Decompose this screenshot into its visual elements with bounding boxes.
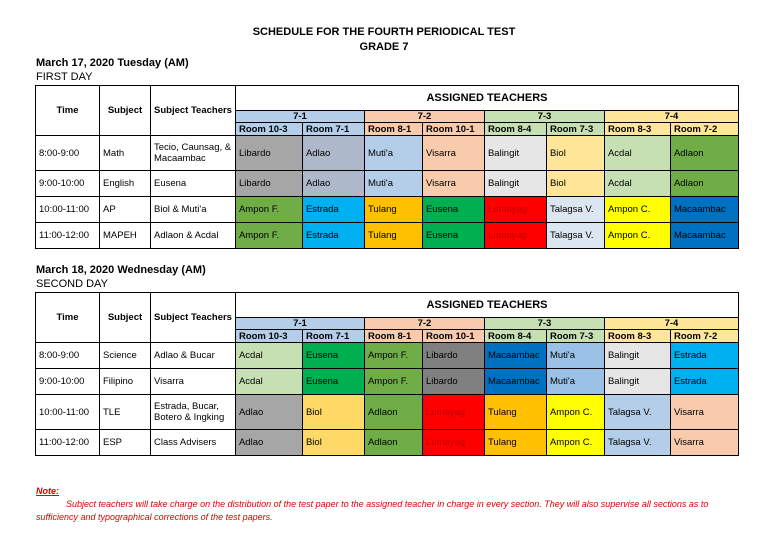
assigned-teacher-cell: Acdal <box>604 171 670 197</box>
assigned-teacher-cell: Muti'a <box>546 343 604 369</box>
table-row <box>36 430 739 456</box>
section-header: 7-2 <box>364 111 484 123</box>
room-header: Room 7-3 <box>546 330 604 343</box>
assigned-teacher-cell: Talagsa V. <box>546 197 604 223</box>
day2-label: SECOND DAY <box>36 278 108 290</box>
assigned-teacher-cell: Talagsa V. <box>546 223 604 249</box>
assigned-teacher-cell: Estrada <box>302 223 364 249</box>
room-header: Room 7-1 <box>302 123 364 136</box>
subject-cell: TLE <box>100 395 151 430</box>
section-header: 7-3 <box>484 318 604 330</box>
assigned-teacher-cell: Libardo <box>422 369 484 395</box>
subject-cell: Math <box>100 136 151 171</box>
room-header: Room 10-3 <box>235 330 302 343</box>
time-cell: 8:00-9:00 <box>36 136 100 171</box>
day2-schedule-table <box>35 292 739 456</box>
subject-cell: AP <box>100 197 151 223</box>
assigned-teacher-cell: Biol <box>302 395 364 430</box>
assigned-teacher-cell: Adlao <box>235 430 302 456</box>
assigned-teacher-cell: Visarra <box>670 395 738 430</box>
assigned-teacher-cell: Ampon C. <box>604 197 670 223</box>
assigned-teacher-cell: Muti'a <box>364 171 422 197</box>
assigned-teacher-cell: Eusena <box>422 223 484 249</box>
assigned-teacher-cell: Lumayag <box>422 430 484 456</box>
room-header: Room 10-1 <box>422 330 484 343</box>
assigned-teacher-cell: Adlao <box>302 171 364 197</box>
room-header: Room 7-2 <box>670 123 738 136</box>
section-header: 7-2 <box>364 318 484 330</box>
subject-cell: English <box>100 171 151 197</box>
room-header: Room 10-1 <box>422 123 484 136</box>
assigned-teacher-cell: Balingit <box>484 136 546 171</box>
time-header: Time <box>36 86 100 136</box>
room-header: Room 8-1 <box>364 123 422 136</box>
assigned-teacher-cell: Adlaon <box>670 171 738 197</box>
section-header: 7-4 <box>604 111 738 123</box>
day1-schedule-table <box>35 85 739 249</box>
subject-teachers-header: Subject Teachers <box>151 86 236 136</box>
assigned-teacher-cell: Biol <box>302 430 364 456</box>
section-header: 7-3 <box>484 111 604 123</box>
time-cell: 11:00-12:00 <box>36 223 100 249</box>
assigned-teacher-cell: Lumayag <box>484 223 546 249</box>
subject-teachers-cell: Class Advisers <box>151 430 236 456</box>
subject-teachers-cell: Adlao & Bucar <box>151 343 236 369</box>
room-header: Room 8-4 <box>484 123 546 136</box>
assigned-teacher-cell: Ampon C. <box>604 223 670 249</box>
assigned-teacher-cell: Balingit <box>604 343 670 369</box>
assigned-teacher-cell: Talagsa V. <box>604 430 670 456</box>
table-row <box>36 136 739 171</box>
table-row <box>36 395 739 430</box>
subject-teachers-header: Subject Teachers <box>151 293 236 343</box>
subject-header: Subject <box>100 293 151 343</box>
subject-cell: MAPEH <box>100 223 151 249</box>
room-header: Room 7-2 <box>670 330 738 343</box>
assigned-teacher-cell: Macaambac <box>484 343 546 369</box>
room-header: Room 8-3 <box>604 330 670 343</box>
subject-header: Subject <box>100 86 151 136</box>
assigned-teacher-cell: Estrada <box>670 343 738 369</box>
assigned-teacher-cell: Tulang <box>364 197 422 223</box>
assigned-teacher-cell: Visarra <box>422 136 484 171</box>
table-row <box>36 343 739 369</box>
assigned-teacher-cell: Libardo <box>235 171 302 197</box>
document-title: SCHEDULE FOR THE FOURTH PERIODICAL TEST <box>252 26 516 38</box>
table-row <box>36 369 739 395</box>
assigned-teacher-cell: Adlaon <box>670 136 738 171</box>
assigned-teacher-cell: Libardo <box>422 343 484 369</box>
assigned-teacher-cell: Adlaon <box>364 430 422 456</box>
time-cell: 9:00-10:00 <box>36 369 100 395</box>
section-header: 7-1 <box>235 111 364 123</box>
assigned-teacher-cell: Eusena <box>422 197 484 223</box>
table-row <box>36 197 739 223</box>
assigned-teacher-cell: Tulang <box>364 223 422 249</box>
subject-cell: Filipino <box>100 369 151 395</box>
assigned-teacher-cell: Eusena <box>302 343 364 369</box>
note <box>36 485 736 524</box>
subject-cell: ESP <box>100 430 151 456</box>
day2-date: March 18, 2020 Wednesday (AM) <box>36 264 206 276</box>
subject-cell: Science <box>100 343 151 369</box>
assigned-teacher-cell: Ampon F. <box>235 197 302 223</box>
day1-label: FIRST DAY <box>36 71 93 83</box>
assigned-teacher-cell: Ampon C. <box>546 395 604 430</box>
assigned-teacher-cell: Macaambac <box>670 223 738 249</box>
assigned-teacher-cell: Visarra <box>422 171 484 197</box>
table-row <box>36 171 739 197</box>
assigned-teacher-cell: Lumayag <box>484 197 546 223</box>
assigned-teacher-cell: Macaambac <box>484 369 546 395</box>
subject-teachers-cell: Estrada, Bucar, Botero & Ingking <box>151 395 236 430</box>
assigned-teacher-cell: Acdal <box>604 136 670 171</box>
assigned-teacher-cell: Libardo <box>235 136 302 171</box>
assigned-teacher-cell: Tulang <box>484 430 546 456</box>
assigned-teacher-cell: Biol <box>546 171 604 197</box>
assigned-teacher-cell: Acdal <box>235 369 302 395</box>
assigned-teacher-cell: Lumayag <box>422 395 484 430</box>
assigned-teacher-cell: Macaambac <box>670 197 738 223</box>
time-header: Time <box>36 293 100 343</box>
assigned-teacher-cell: Adlaon <box>364 395 422 430</box>
assigned-teacher-cell: Adlao <box>235 395 302 430</box>
assigned-teacher-cell: Muti'a <box>364 136 422 171</box>
room-header: Room 10-3 <box>235 123 302 136</box>
time-cell: 9:00-10:00 <box>36 171 100 197</box>
assigned-teacher-cell: Estrada <box>302 197 364 223</box>
assigned-teacher-cell: Visarra <box>670 430 738 456</box>
assigned-teacher-cell: Balingit <box>484 171 546 197</box>
assigned-teacher-cell: Biol <box>546 136 604 171</box>
day1-date: March 17, 2020 Tuesday (AM) <box>36 57 189 69</box>
assigned-teacher-cell: Ampon F. <box>235 223 302 249</box>
assigned-teachers-header: ASSIGNED TEACHERS <box>235 86 738 111</box>
grade-title: GRADE 7 <box>359 41 409 53</box>
assigned-teacher-cell: Talagsa V. <box>604 395 670 430</box>
subject-teachers-cell: Adlaon & Acdal <box>151 223 236 249</box>
assigned-teacher-cell: Acdal <box>235 343 302 369</box>
room-header: Room 8-1 <box>364 330 422 343</box>
assigned-teacher-cell: Eusena <box>302 369 364 395</box>
note-label: Note: <box>36 486 59 496</box>
room-header: Room 8-3 <box>604 123 670 136</box>
assigned-teacher-cell: Ampon F. <box>364 369 422 395</box>
subject-teachers-cell: Biol & Muti'a <box>151 197 236 223</box>
table-row <box>36 223 739 249</box>
section-header: 7-4 <box>604 318 738 330</box>
time-cell: 10:00-11:00 <box>36 395 100 430</box>
subject-teachers-cell: Tecio, Caunsag, & Macaambac <box>151 136 236 171</box>
assigned-teacher-cell: Balingit <box>604 369 670 395</box>
subject-teachers-cell: Visarra <box>151 369 236 395</box>
assigned-teacher-cell: Adlao <box>302 136 364 171</box>
time-cell: 11:00-12:00 <box>36 430 100 456</box>
room-header: Room 8-4 <box>484 330 546 343</box>
assigned-teachers-header: ASSIGNED TEACHERS <box>235 293 738 318</box>
assigned-teacher-cell: Muti'a <box>546 369 604 395</box>
assigned-teacher-cell: Ampon F. <box>364 343 422 369</box>
time-cell: 8:00-9:00 <box>36 343 100 369</box>
room-header: Room 7-1 <box>302 330 364 343</box>
assigned-teacher-cell: Estrada <box>670 369 738 395</box>
section-header: 7-1 <box>235 318 364 330</box>
time-cell: 10:00-11:00 <box>36 197 100 223</box>
subject-teachers-cell: Eusena <box>151 171 236 197</box>
room-header: Room 7-3 <box>546 123 604 136</box>
assigned-teacher-cell: Tulang <box>484 395 546 430</box>
note-text: Subject teachers will take charge on the distribution of the test paper to the assigned teacher in charge in every section. They will also supervise all sections as to sufficiency and typographical corrections of the test papers. <box>36 499 709 522</box>
assigned-teacher-cell: Ampon C. <box>546 430 604 456</box>
